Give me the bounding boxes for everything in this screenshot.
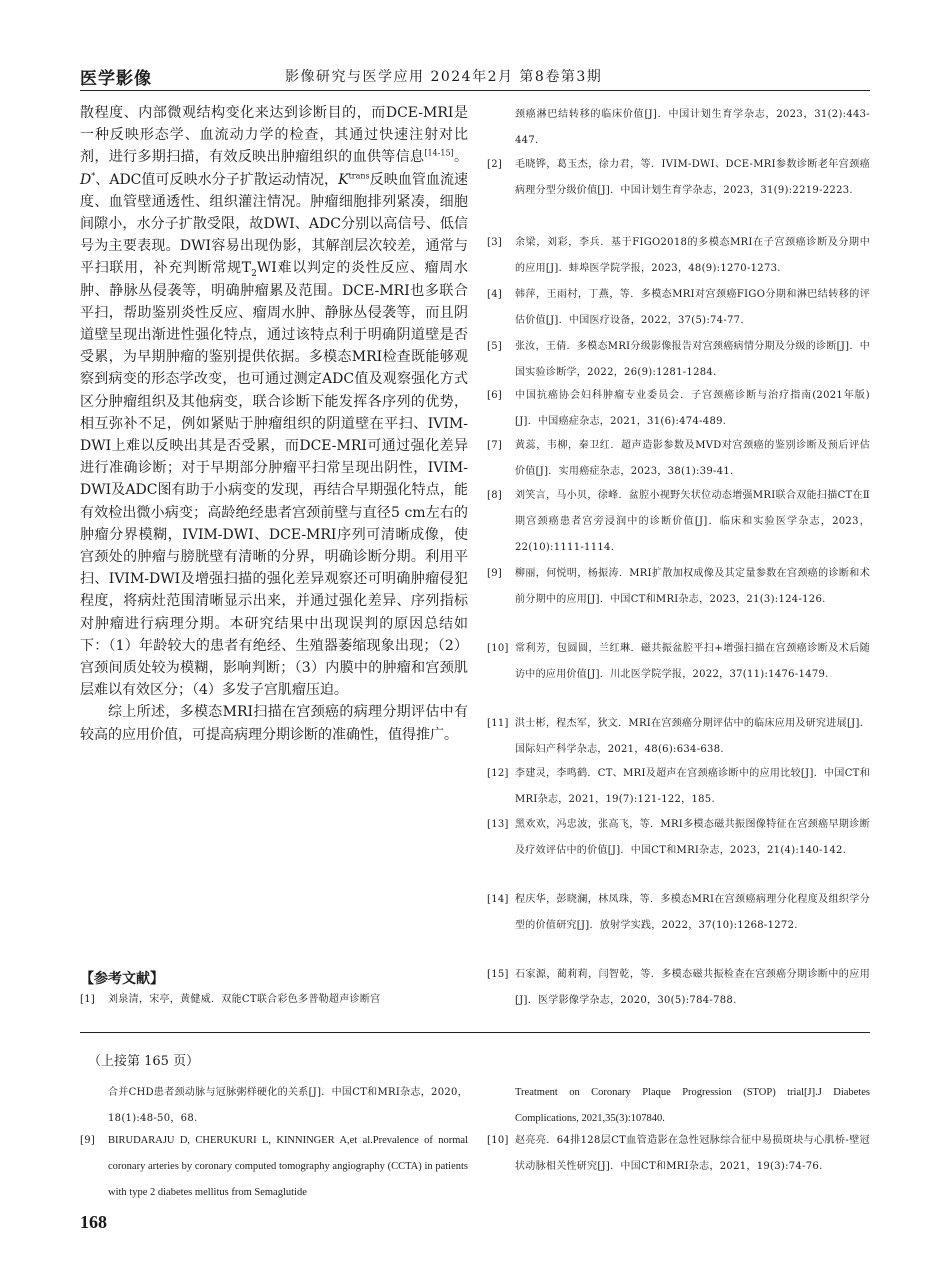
body-paragraph-2: 综上所述，多模态MRI扫描在宫颈癌的病理分期评估中有较高的应用价值，可提高病理分期诊断的准确性，值得推广。: [80, 704, 468, 743]
section-divider: [80, 1032, 870, 1033]
body-paragraph-1: 散程度、内部微观结构变化来达到诊断目的，而DCE-MRI是一种反映形态学、血流动力学的检查，其通过快速注射对比剂，进行多期扫描，有效反映出肿瘤组织的血供等信息[14-15]。D*、ADC值可反映水分子扩散运动情况，$K^{trans}$反映血管血流速度、血管壁通透性、组织灌注情况。肿瘤细胞排列紧凑，细胞间隙小，水分子扩散受限，故DWI、ADC分别以高信号、低信号为主要表现。DWI容易出现伪影，其解剖层次较差，通常与平扫联用，补充判断常规$T_2WI$难以判定的炎性反应、瘤周水肿、静脉丛侵袭等，明确肿瘤累及范围。DCE-MRI也多联合平扫，帮助鉴别炎性反应、瘤周水肿、静脉丛侵袭等，而且阴道壁呈现出渐进性强化特点，通过该特点利于明确阴道壁是否受累，为早期肿瘤的鉴别提供依据。多模态MRI检查既能够观察到病变的形态学改变，也可通过测定ADC值及观察强化方式区分肿瘤组织及其他病变，联合诊断下能发挥各序列的优势，相互弥补不足，例如紧贴于肿瘤组织的阴道壁在平扫、IVIM-DWI上难以反映出其是否受累，而DCE-MRI可通过强化差异进行准确诊断；对于早期部分肿瘤平扫常呈现出阴性，IVIM-DWI及ADC图有助于小病变的发现，再结合早期强化特点，能有效检出微小病变；高龄绝经患者宫颈前壁与直径5 cm左右的肿瘤分界模糊，IVIM-DWI、DCE-MRI序列可清晰成像，使宫颈处的肿瘤与膀胱壁有清晰的分界，明确诊断分期。利用平扫、IVIM-DWI及增强扫描的强化差异观察还可明确肿瘤侵犯程度，将病灶范围清晰显示出来，并通过强化差异、序列指标对肿瘤进行病理分期。本研究结果中出现误判的原因总结如下：（1）年龄较大的患者有绝经、生殖器萎缩现象出现；（2）宫颈间质处较为模糊，影响判断；（3）内膜中的肿瘤和宫颈肌层难以有效区分；（4）多发子宫肌瘤压迫。: [80, 105, 469, 699]
page-number: 168: [80, 1212, 107, 1232]
running-header: [80, 62, 870, 91]
citation-14-15: [14-15]: [424, 148, 454, 158]
body-text-column: [80, 102, 468, 746]
journal-info: 影像研究与医学应用 2024年2月 第8卷第3期: [285, 69, 603, 85]
references-heading: 【参考文献】: [80, 971, 164, 987]
continued-from-label: （上接第 165 页）: [88, 1054, 200, 1069]
column-name: 医学影像: [80, 69, 152, 89]
